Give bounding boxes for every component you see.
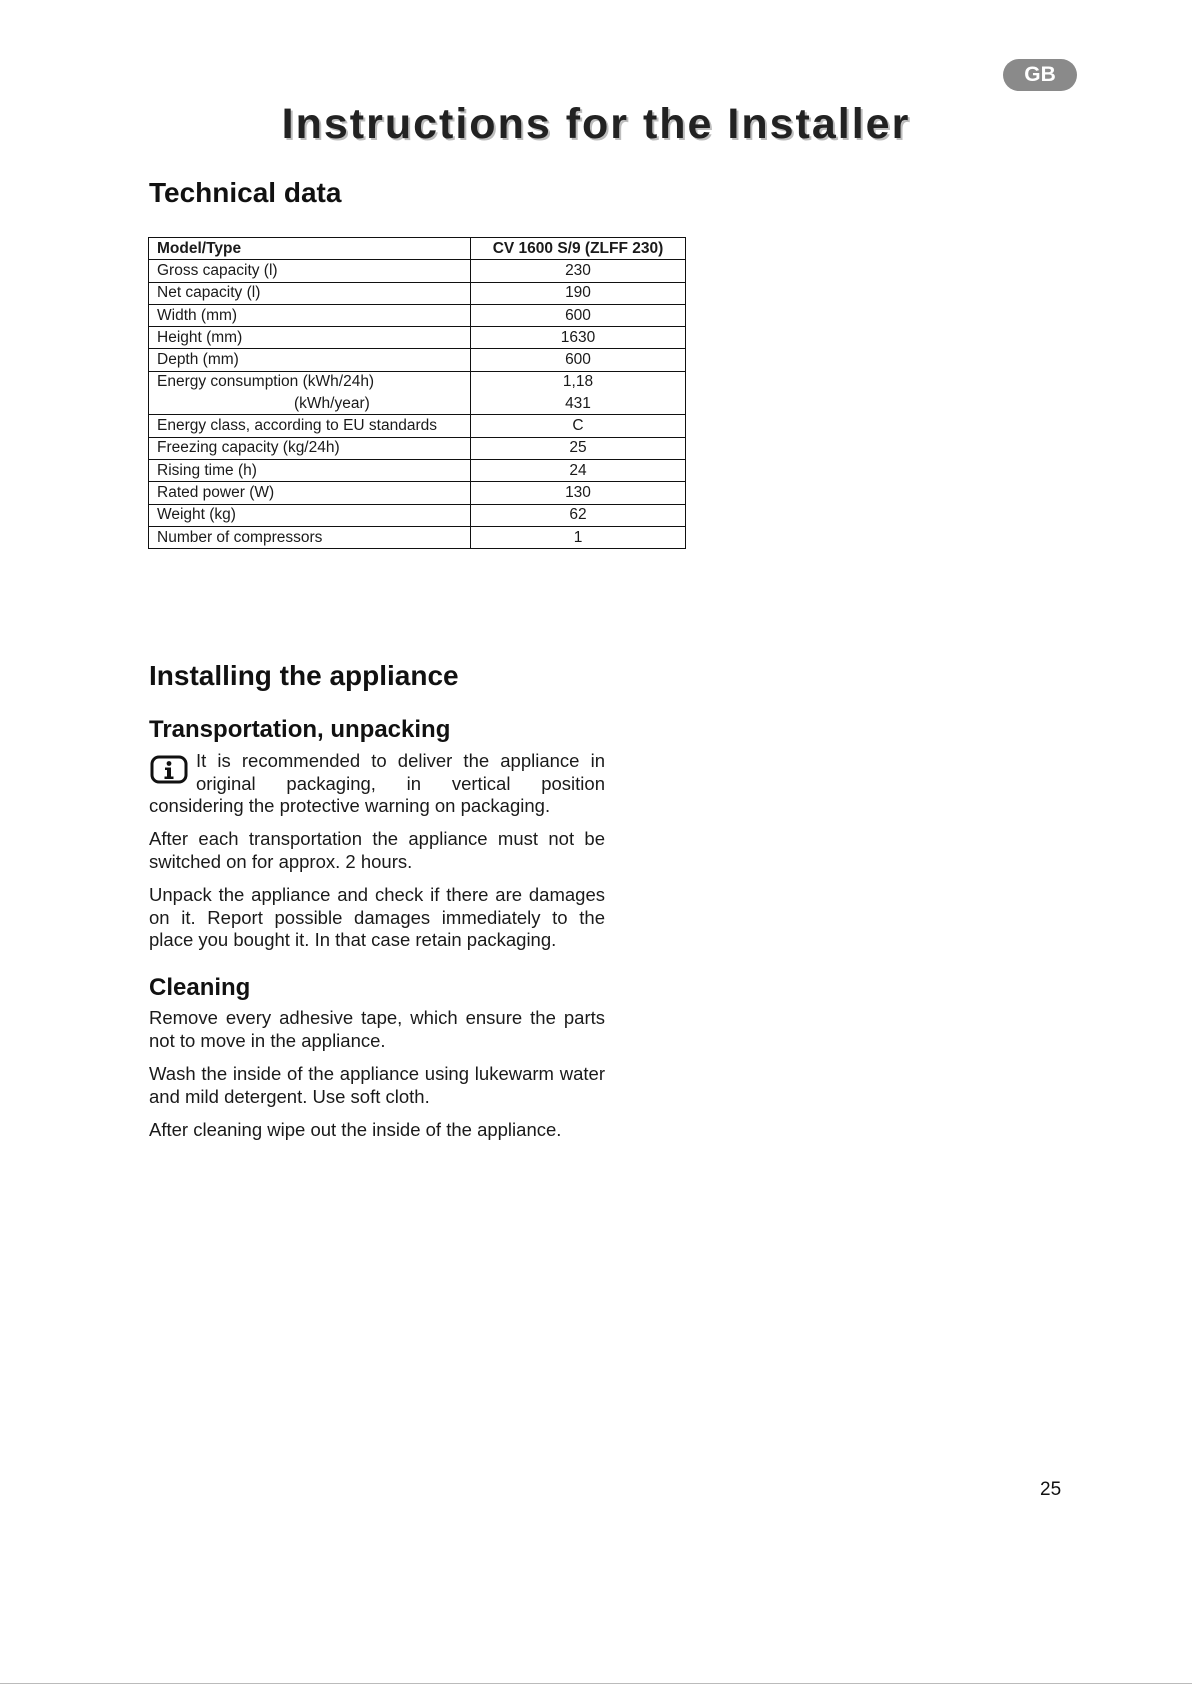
cleaning-paragraph-1: Remove every adhesive tape, which ensure the parts not to move in the appliance. xyxy=(149,1007,605,1051)
table-row xyxy=(149,415,686,437)
table-cell: Number of compressors xyxy=(149,526,471,548)
table-cell: Weight (kg) xyxy=(149,504,471,526)
table-cell: 130 xyxy=(471,482,686,504)
table-cell: Energy class, according to EU standards xyxy=(149,415,471,437)
page-edge-divider xyxy=(0,1683,1192,1684)
table-cell: 600 xyxy=(471,349,686,371)
table-cell: 1630 xyxy=(471,327,686,349)
transportation-heading: Transportation, unpacking xyxy=(149,716,451,743)
table-cell: 1,18 xyxy=(471,371,686,393)
cleaning-paragraph-3: After cleaning wipe out the inside of the appliance. xyxy=(149,1119,562,1140)
table-row xyxy=(149,437,686,459)
table-cell: 25 xyxy=(471,437,686,459)
table-row xyxy=(149,327,686,349)
table-row xyxy=(149,349,686,371)
table-cell: 190 xyxy=(471,282,686,304)
info-icon xyxy=(150,755,188,785)
table-cell: Rated power (W) xyxy=(149,482,471,504)
table-row xyxy=(149,282,686,304)
table-cell: Model/Type xyxy=(149,238,471,260)
table-row xyxy=(149,393,686,415)
language-badge: GB xyxy=(1003,59,1077,91)
transport-paragraph-3: Unpack the appliance and check if there are damages on it. Report possible damages immediately to the place you bought it. In that case retain packaging. xyxy=(149,884,605,950)
info-line: original packaging, in vertical position xyxy=(196,772,605,794)
table-cell: Height (mm) xyxy=(149,327,471,349)
table-cell: Energy consumption (kWh/24h) xyxy=(149,371,471,393)
table-row xyxy=(149,459,686,481)
table-cell: 62 xyxy=(471,504,686,526)
info-text-line-3: considering the protective warning on packaging. xyxy=(149,795,551,816)
table-cell: C xyxy=(471,415,686,437)
installing-heading: Installing the appliance xyxy=(149,660,459,691)
table-cell: CV 1600 S/9 (ZLFF 230) xyxy=(471,238,686,260)
page-number: 25 xyxy=(1040,1479,1062,1500)
table-cell: 230 xyxy=(471,260,686,282)
table-cell: Width (mm) xyxy=(149,304,471,326)
technical-data-heading: Technical data xyxy=(149,177,342,208)
table-cell: (kWh/year) xyxy=(149,393,471,415)
table-cell: 431 xyxy=(471,393,686,415)
table-cell: Rising time (h) xyxy=(149,459,471,481)
info-text-line-1 xyxy=(196,750,605,795)
table-row xyxy=(149,504,686,526)
cleaning-paragraph-2: Wash the inside of the appliance using lukewarm water and mild detergent. Use soft cloth. xyxy=(149,1063,605,1107)
page-title: Instructions for the Installer xyxy=(281,100,911,148)
table-cell: Gross capacity (l) xyxy=(149,260,471,282)
table-cell: 24 xyxy=(471,459,686,481)
table-row xyxy=(149,482,686,504)
table-cell: 600 xyxy=(471,304,686,326)
table-row xyxy=(149,304,686,326)
table-cell: Depth (mm) xyxy=(149,349,471,371)
table-cell: 1 xyxy=(471,526,686,548)
cleaning-heading: Cleaning xyxy=(149,974,251,1001)
info-line: It is recommended to deliver the appliance in xyxy=(196,750,605,771)
table-row xyxy=(149,260,686,282)
technical-data-table xyxy=(148,237,686,549)
table-header-row xyxy=(149,238,686,260)
table-cell: Freezing capacity (kg/24h) xyxy=(149,437,471,459)
table-row xyxy=(149,526,686,548)
table-cell: Net capacity (l) xyxy=(149,282,471,304)
table-row xyxy=(149,371,686,393)
transport-paragraph-2: After each transportation the appliance must not be switched on for approx. 2 hours. xyxy=(149,828,605,872)
